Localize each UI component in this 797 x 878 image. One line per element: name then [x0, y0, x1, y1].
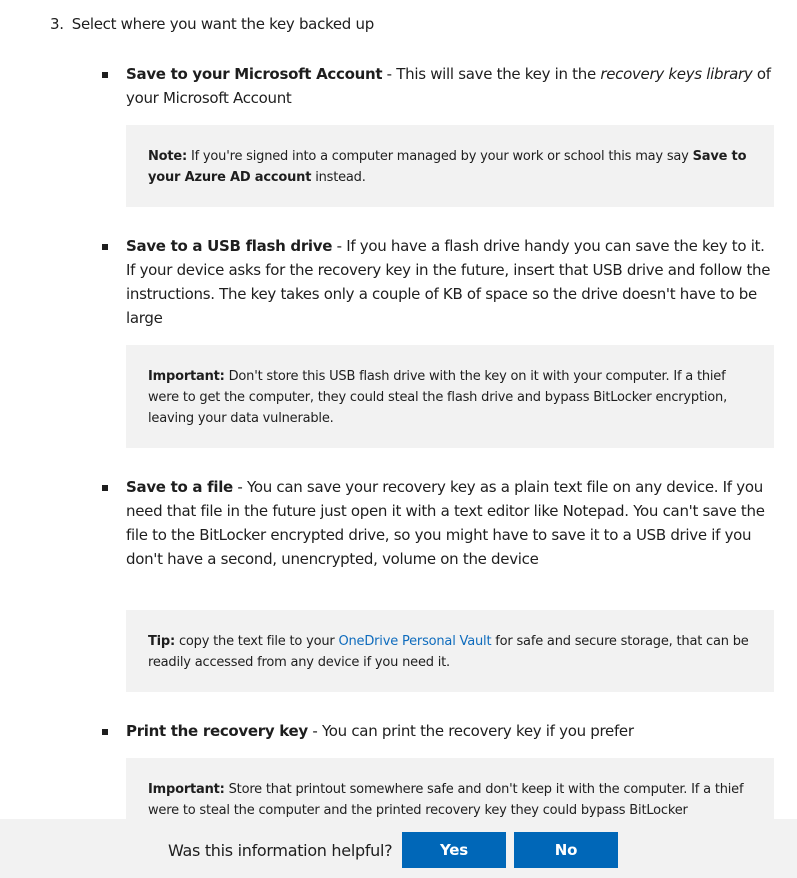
step-number: 3. — [50, 15, 64, 33]
list-item-save-to-usb — [126, 234, 776, 330]
note-text: copy the text file to your — [175, 634, 339, 649]
item-title: Save to a file — [126, 478, 233, 496]
list-item-save-to-file — [126, 475, 776, 571]
feedback-question: Was this information helpful? — [168, 841, 393, 860]
item-text: - If you have a flash drive handy you can save the key to it. If your device asks for the recovery key in the future, insert that USB drive and follow the instructions. The key takes only a couple of KB of space so the drive doesn't have to be large — [126, 237, 771, 327]
note-text: Store that printout somewhere safe and don't keep it with the computer. If a thief were to steal the computer and the printed recovery key they could bypass BitLocker — [148, 782, 744, 818]
item-text-after: of your Microsoft Account — [126, 65, 771, 107]
item-text: - You can print the recovery key if you prefer — [307, 722, 634, 740]
item-title: Print the recovery key — [126, 722, 308, 740]
item-text: - You can save your recovery key as a plain text file on any device. If you need that file in the future just open it with a text editor like Notepad. You can't save the file to the BitLocker encrypted drive, so you might have to save it to a USB drive if you don't have a second, unencrypted, volume on the device — [126, 478, 765, 568]
item-text: - This will save the key in the — [382, 65, 601, 83]
item-title: Save to a USB flash drive — [126, 237, 333, 255]
item-title: Save to your Microsoft Account — [126, 65, 383, 83]
note-box-azure — [126, 125, 774, 207]
feedback-bar — [0, 819, 797, 878]
tip-box-onedrive — [126, 610, 774, 692]
list-item-print-recovery-key — [126, 719, 776, 743]
onedrive-personal-vault-link[interactable]: OneDrive Personal Vault — [338, 634, 492, 649]
bullet-icon — [102, 729, 108, 735]
note-label: Note: — [148, 149, 188, 164]
note-text: Don't store this USB flash drive with the key on it with your computer. If a thief were to get the computer, they could steal the flash drive and bypass BitLocker encryption, leaving your data vulnerable. — [148, 369, 728, 426]
step-text: Select where you want the key backed up — [71, 15, 374, 33]
list-item-save-to-microsoft-account — [126, 62, 776, 110]
step-3 — [50, 12, 374, 36]
note-text-after: for safe and secure storage, that can be readily accessed from any device if you need it. — [148, 634, 749, 670]
note-label: Important: — [148, 369, 225, 384]
note-label: Tip: — [148, 634, 176, 649]
important-box-usb — [126, 345, 774, 448]
bullet-icon — [102, 485, 108, 491]
note-text: If you're signed into a computer managed by your work or school this may say — [187, 149, 693, 164]
bullet-icon — [102, 244, 108, 250]
note-bold-text: Save to your Azure AD account — [148, 149, 747, 185]
note-label: Important: — [148, 782, 225, 797]
item-emphasis: recovery keys library — [600, 65, 753, 83]
no-button[interactable]: No — [514, 832, 618, 868]
bullet-icon — [102, 72, 108, 78]
yes-button[interactable]: Yes — [402, 832, 506, 868]
note-text-after: instead. — [311, 170, 366, 185]
